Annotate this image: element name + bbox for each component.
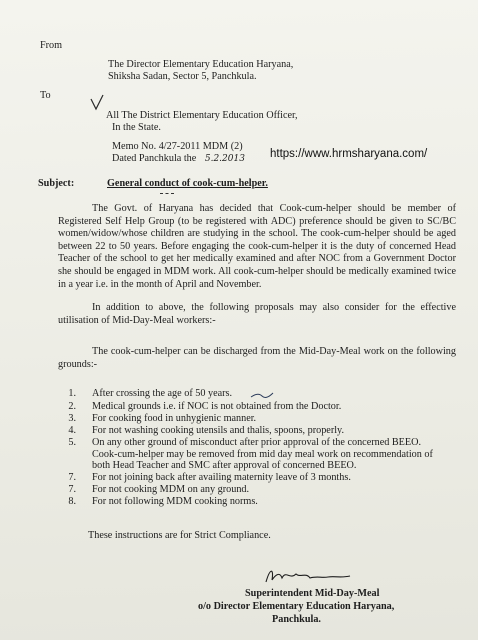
grounds-list	[60, 388, 450, 508]
paragraph-proposals: In addition to above, the following proposals may also consider for the effective utilisation of Mid-Day-Meal workers:-	[58, 302, 456, 326]
signatory-office: o/o Director Elementary Education Haryana,	[198, 601, 395, 612]
list-item: 3. For cooking food in unhygienic manner.	[68, 413, 257, 424]
to-address-line1: All The District Elementary Education Officer,	[106, 110, 298, 121]
to-address-line2: In the State.	[112, 122, 161, 133]
list-item: 2. Medical grounds i.e. if NOC is not obtained from the Doctor.	[68, 401, 342, 412]
paragraph-discharge-grounds: The cook-cum-helper can be discharged from the Mid-Day-Meal work on the following grounds:-	[58, 346, 456, 370]
list-item: 1. After crossing the age of 50 years.	[68, 388, 233, 399]
memo-date	[112, 153, 245, 165]
signatory-place: Panchkula.	[272, 614, 321, 625]
handwritten-date: 5.2.2013	[204, 154, 245, 164]
pen-mark-icon	[250, 390, 274, 400]
to-label: To	[40, 90, 51, 101]
list-item: 7. For not joining back after availing maternity leave of 3 months.	[68, 471, 351, 483]
from-address-line2: Shiksha Sadan, Sector 5, Panchkula.	[108, 71, 257, 82]
subject-underline-dash	[160, 193, 174, 194]
memo-number: Memo No. 4/27-2011 MDM (2)	[112, 141, 243, 152]
from-label: From	[40, 40, 63, 51]
subject-text: General conduct of cook-cum-helper.	[107, 178, 268, 189]
list-item: 7. For not cooking MDM on any ground.	[68, 483, 250, 495]
list-item: 8. For not following MDM cooking norms.	[68, 495, 258, 507]
list-item: 4. For not washing cooking utensils and thalis, spoons, properly.	[68, 425, 345, 436]
subject-label: Subject:	[38, 178, 75, 189]
dated-label: Dated Panchkula the	[112, 153, 197, 164]
website-watermark-link[interactable]: https://www.hrmsharyana.com/	[270, 148, 428, 160]
from-address-line1: The Director Elementary Education Haryana,	[108, 59, 294, 70]
signature-scribble	[262, 566, 352, 588]
paragraph-eligibility: The Govt. of Haryana has decided that Cook-cum-helper should be member of Registered Self Help Group (to be registered with ADC) preference should be given to SC/BC women/widow/whose children are studying in the school. The cook-cum-helper should be aged between 22 to 50 years. Before engaging the cook-cum-helper it is the duty of concerned Head Teacher of the school to get her medically examined and after NOC from a Government Doctor she should be engaged in MDM work. All cook-cum-helper should be medically examined twice in a year i.e. in the month of April and November.	[58, 203, 456, 290]
tick-mark-icon	[90, 94, 106, 114]
signatory-designation: Superintendent Mid-Day-Meal	[245, 588, 380, 599]
closing-line: These instructions are for Strict Compliance.	[88, 530, 271, 541]
list-item: 5. On any other ground of misconduct after prior approval of the concerned BEEO. Cook-cum-helper may be removed from mid day meal work on recommendation of both Head Teacher and SMC after approval of concerned BEEO.	[68, 437, 433, 471]
